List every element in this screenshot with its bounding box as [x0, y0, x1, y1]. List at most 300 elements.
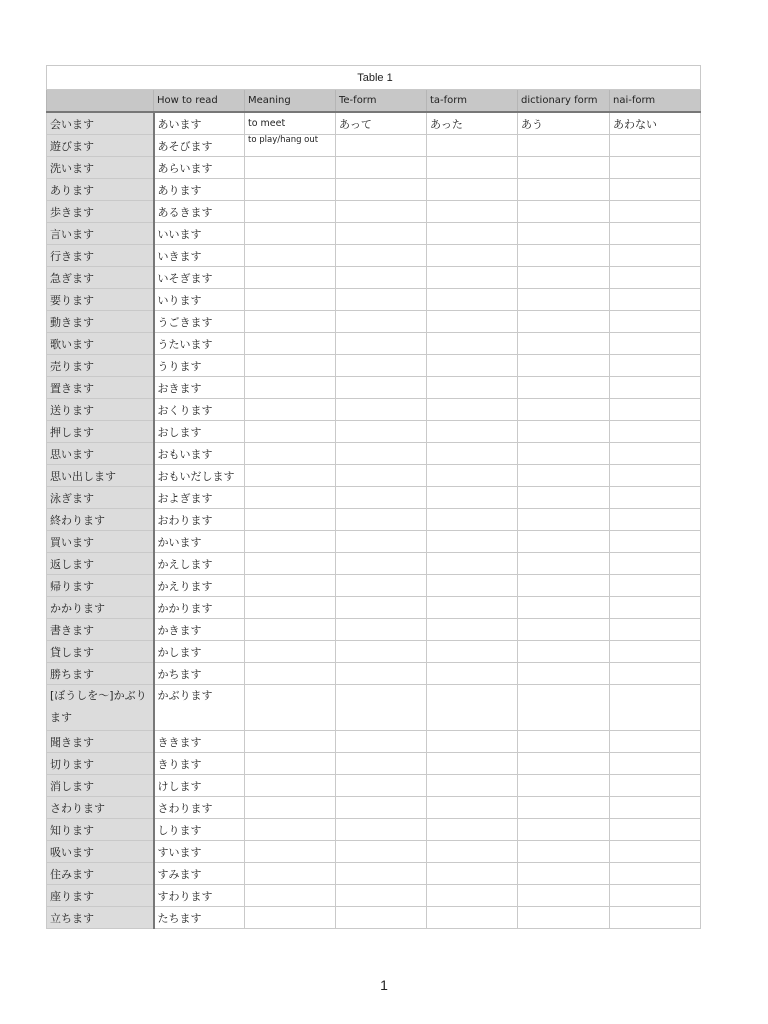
cell-verb: 押します [47, 421, 154, 443]
cell-nai-form [610, 377, 701, 399]
cell-ta-form [427, 575, 518, 597]
table-row [47, 819, 701, 841]
cell-meaning [245, 399, 336, 421]
cell-meaning [245, 797, 336, 819]
cell-te-form [336, 487, 427, 509]
cell-dictionary-form [518, 245, 610, 267]
table-row [47, 685, 701, 731]
cell-nai-form [610, 289, 701, 311]
cell-meaning [245, 509, 336, 531]
cell-nai-form [610, 267, 701, 289]
cell-verb: 急ぎます [47, 267, 154, 289]
cell-ta-form [427, 753, 518, 775]
cell-reading: いそぎます [154, 267, 245, 289]
cell-nai-form [610, 797, 701, 819]
cell-nai-form: あわない [610, 112, 701, 135]
cell-verb: 聞きます [47, 731, 154, 753]
table-row [47, 377, 701, 399]
cell-ta-form [427, 355, 518, 377]
cell-nai-form [610, 135, 701, 157]
cell-dictionary-form [518, 135, 610, 157]
table-row [47, 553, 701, 575]
cell-verb: さわります [47, 797, 154, 819]
header-cell-meaning: Meaning [245, 90, 336, 113]
cell-meaning: to meet [245, 112, 336, 135]
cell-te-form [336, 443, 427, 465]
cell-ta-form [427, 597, 518, 619]
cell-meaning [245, 157, 336, 179]
table-title-row [47, 66, 701, 90]
cell-verb: 要ります [47, 289, 154, 311]
cell-reading: およぎます [154, 487, 245, 509]
cell-nai-form [610, 597, 701, 619]
cell-meaning [245, 289, 336, 311]
cell-ta-form [427, 487, 518, 509]
cell-meaning [245, 885, 336, 907]
cell-dictionary-form [518, 575, 610, 597]
cell-verb: 立ちます [47, 907, 154, 929]
verb-table [46, 65, 701, 929]
cell-te-form [336, 907, 427, 929]
table-row [47, 531, 701, 553]
cell-verb: 貸します [47, 641, 154, 663]
table-row [47, 179, 701, 201]
table-row [47, 663, 701, 685]
cell-verb: 言います [47, 223, 154, 245]
cell-dictionary-form [518, 509, 610, 531]
cell-meaning [245, 465, 336, 487]
cell-te-form: あって [336, 112, 427, 135]
table-row [47, 135, 701, 157]
cell-reading: おくります [154, 399, 245, 421]
cell-verb: 動きます [47, 311, 154, 333]
cell-dictionary-form [518, 179, 610, 201]
table-row [47, 223, 701, 245]
cell-ta-form [427, 443, 518, 465]
cell-te-form [336, 863, 427, 885]
cell-te-form [336, 575, 427, 597]
table-row [47, 597, 701, 619]
cell-dictionary-form [518, 797, 610, 819]
cell-te-form [336, 597, 427, 619]
cell-dictionary-form [518, 311, 610, 333]
cell-ta-form [427, 377, 518, 399]
table-row [47, 841, 701, 863]
cell-nai-form [610, 399, 701, 421]
cell-te-form [336, 753, 427, 775]
cell-te-form [336, 355, 427, 377]
cell-te-form [336, 201, 427, 223]
cell-ta-form: あった [427, 112, 518, 135]
cell-meaning [245, 685, 336, 731]
table-row [47, 267, 701, 289]
cell-nai-form [610, 465, 701, 487]
cell-verb: 返します [47, 553, 154, 575]
cell-ta-form [427, 641, 518, 663]
cell-verb: 帰ります [47, 575, 154, 597]
cell-verb: 買います [47, 531, 154, 553]
cell-nai-form [610, 885, 701, 907]
cell-te-form [336, 465, 427, 487]
table-row [47, 619, 701, 641]
cell-ta-form [427, 531, 518, 553]
cell-dictionary-form [518, 553, 610, 575]
cell-dictionary-form [518, 157, 610, 179]
table-row [47, 112, 701, 135]
cell-reading: かいます [154, 531, 245, 553]
cell-reading: かえります [154, 575, 245, 597]
cell-dictionary-form [518, 597, 610, 619]
cell-te-form [336, 289, 427, 311]
cell-verb: 吸います [47, 841, 154, 863]
cell-meaning [245, 487, 336, 509]
table-header-row [47, 90, 701, 113]
cell-nai-form [610, 731, 701, 753]
cell-dictionary-form: あう [518, 112, 610, 135]
table-row [47, 311, 701, 333]
cell-meaning [245, 575, 336, 597]
cell-meaning [245, 863, 336, 885]
cell-reading: おきます [154, 377, 245, 399]
cell-dictionary-form [518, 863, 610, 885]
cell-dictionary-form [518, 487, 610, 509]
cell-te-form [336, 311, 427, 333]
cell-reading: すわります [154, 885, 245, 907]
header-cell-corner [47, 90, 154, 113]
cell-te-form [336, 663, 427, 685]
cell-meaning [245, 267, 336, 289]
table-row [47, 907, 701, 929]
cell-ta-form [427, 619, 518, 641]
table-row [47, 245, 701, 267]
cell-nai-form [610, 311, 701, 333]
header-cell-how-to-read: How to read [154, 90, 245, 113]
table-row [47, 487, 701, 509]
cell-ta-form [427, 841, 518, 863]
table-row [47, 509, 701, 531]
cell-verb: 勝ちます [47, 663, 154, 685]
cell-dictionary-form [518, 399, 610, 421]
cell-reading: かえします [154, 553, 245, 575]
cell-meaning [245, 641, 336, 663]
cell-verb: 洗います [47, 157, 154, 179]
cell-dictionary-form [518, 223, 610, 245]
cell-nai-form [610, 421, 701, 443]
cell-te-form [336, 885, 427, 907]
cell-reading: いります [154, 289, 245, 311]
cell-te-form [336, 531, 427, 553]
table-body [47, 112, 701, 929]
cell-dictionary-form [518, 641, 610, 663]
cell-dictionary-form [518, 775, 610, 797]
cell-nai-form [610, 819, 701, 841]
cell-dictionary-form [518, 201, 610, 223]
cell-ta-form [427, 509, 518, 531]
cell-te-form [336, 179, 427, 201]
table-row [47, 863, 701, 885]
cell-meaning [245, 731, 336, 753]
table-row [47, 443, 701, 465]
table-row [47, 775, 701, 797]
cell-nai-form [610, 487, 701, 509]
cell-ta-form [427, 201, 518, 223]
verb-table-container [46, 65, 700, 929]
cell-dictionary-form [518, 819, 610, 841]
cell-meaning [245, 619, 336, 641]
cell-te-form [336, 135, 427, 157]
cell-te-form [336, 841, 427, 863]
cell-reading: あいます [154, 112, 245, 135]
cell-ta-form [427, 685, 518, 731]
cell-dictionary-form [518, 685, 610, 731]
cell-reading: かかります [154, 597, 245, 619]
table-row [47, 797, 701, 819]
cell-reading: うたいます [154, 333, 245, 355]
cell-nai-form [610, 841, 701, 863]
cell-meaning [245, 245, 336, 267]
cell-te-form [336, 775, 427, 797]
cell-reading: うごきます [154, 311, 245, 333]
cell-verb: 座ります [47, 885, 154, 907]
cell-ta-form [427, 465, 518, 487]
cell-meaning [245, 223, 336, 245]
cell-ta-form [427, 157, 518, 179]
cell-ta-form [427, 819, 518, 841]
cell-dictionary-form [518, 841, 610, 863]
cell-reading: ききます [154, 731, 245, 753]
cell-reading: すみます [154, 863, 245, 885]
cell-ta-form [427, 245, 518, 267]
cell-dictionary-form [518, 731, 610, 753]
table-title: Table 1 [47, 66, 701, 90]
cell-ta-form [427, 289, 518, 311]
cell-nai-form [610, 575, 701, 597]
cell-nai-form [610, 619, 701, 641]
cell-te-form [336, 553, 427, 575]
cell-te-form [336, 797, 427, 819]
cell-reading: あるきます [154, 201, 245, 223]
table-row [47, 289, 701, 311]
cell-dictionary-form [518, 753, 610, 775]
cell-meaning [245, 775, 336, 797]
cell-verb: [ぼうしを〜]かぶります [47, 685, 154, 731]
header-cell-te-form: Te-form [336, 90, 427, 113]
cell-ta-form [427, 885, 518, 907]
cell-reading: あらいます [154, 157, 245, 179]
cell-reading: おもいだします [154, 465, 245, 487]
cell-meaning [245, 753, 336, 775]
cell-dictionary-form [518, 355, 610, 377]
cell-ta-form [427, 179, 518, 201]
table-row [47, 355, 701, 377]
cell-reading: うります [154, 355, 245, 377]
cell-meaning [245, 421, 336, 443]
cell-verb: 置きます [47, 377, 154, 399]
cell-nai-form [610, 663, 701, 685]
cell-reading: おします [154, 421, 245, 443]
cell-te-form [336, 223, 427, 245]
cell-te-form [336, 641, 427, 663]
cell-meaning [245, 841, 336, 863]
cell-verb: 書きます [47, 619, 154, 641]
cell-ta-form [427, 223, 518, 245]
cell-verb: 歩きます [47, 201, 154, 223]
cell-meaning [245, 333, 336, 355]
table-row [47, 641, 701, 663]
cell-ta-form [427, 135, 518, 157]
cell-reading: しります [154, 819, 245, 841]
cell-verb: 消します [47, 775, 154, 797]
cell-ta-form [427, 775, 518, 797]
cell-verb: 送ります [47, 399, 154, 421]
cell-nai-form [610, 775, 701, 797]
cell-dictionary-form [518, 885, 610, 907]
cell-reading: あそびます [154, 135, 245, 157]
cell-nai-form [610, 553, 701, 575]
cell-meaning [245, 201, 336, 223]
cell-meaning: to play/hang out [245, 135, 336, 157]
header-cell-dictionary-form: dictionary form [518, 90, 610, 113]
table-row [47, 399, 701, 421]
cell-ta-form [427, 797, 518, 819]
cell-meaning [245, 355, 336, 377]
cell-dictionary-form [518, 443, 610, 465]
table-row [47, 421, 701, 443]
header-cell-ta-form: ta-form [427, 90, 518, 113]
cell-te-form [336, 333, 427, 355]
cell-reading: さわります [154, 797, 245, 819]
table-row [47, 157, 701, 179]
cell-verb: 思い出します [47, 465, 154, 487]
cell-meaning [245, 531, 336, 553]
cell-verb: 売ります [47, 355, 154, 377]
cell-meaning [245, 377, 336, 399]
cell-nai-form [610, 157, 701, 179]
cell-te-form [336, 685, 427, 731]
cell-verb: 住みます [47, 863, 154, 885]
cell-meaning [245, 443, 336, 465]
cell-nai-form [610, 753, 701, 775]
cell-te-form [336, 421, 427, 443]
cell-nai-form [610, 907, 701, 929]
cell-meaning [245, 819, 336, 841]
cell-te-form [336, 157, 427, 179]
cell-te-form [336, 399, 427, 421]
cell-dictionary-form [518, 663, 610, 685]
cell-ta-form [427, 907, 518, 929]
cell-nai-form [610, 355, 701, 377]
cell-nai-form [610, 641, 701, 663]
cell-verb: 遊びます [47, 135, 154, 157]
cell-nai-form [610, 223, 701, 245]
cell-ta-form [427, 421, 518, 443]
cell-nai-form [610, 443, 701, 465]
cell-dictionary-form [518, 531, 610, 553]
cell-ta-form [427, 731, 518, 753]
cell-nai-form [610, 333, 701, 355]
cell-verb: 切ります [47, 753, 154, 775]
cell-meaning [245, 179, 336, 201]
cell-ta-form [427, 333, 518, 355]
cell-te-form [336, 509, 427, 531]
cell-verb: 歌います [47, 333, 154, 355]
cell-nai-form [610, 531, 701, 553]
cell-reading: たちます [154, 907, 245, 929]
cell-meaning [245, 597, 336, 619]
cell-reading: かちます [154, 663, 245, 685]
cell-ta-form [427, 863, 518, 885]
cell-te-form [336, 619, 427, 641]
cell-verb: かかります [47, 597, 154, 619]
cell-reading: いいます [154, 223, 245, 245]
cell-nai-form [610, 685, 701, 731]
page-number: 1 [380, 977, 388, 993]
cell-reading: おもいます [154, 443, 245, 465]
cell-verb: 知ります [47, 819, 154, 841]
cell-nai-form [610, 245, 701, 267]
cell-dictionary-form [518, 333, 610, 355]
cell-verb: 会います [47, 112, 154, 135]
cell-dictionary-form [518, 465, 610, 487]
cell-te-form [336, 819, 427, 841]
cell-ta-form [427, 553, 518, 575]
cell-te-form [336, 245, 427, 267]
cell-verb: 終わります [47, 509, 154, 531]
cell-verb: 泳ぎます [47, 487, 154, 509]
cell-meaning [245, 311, 336, 333]
table-row [47, 465, 701, 487]
cell-ta-form [427, 663, 518, 685]
cell-reading: きります [154, 753, 245, 775]
cell-reading: おわります [154, 509, 245, 531]
cell-reading: すいます [154, 841, 245, 863]
cell-nai-form [610, 201, 701, 223]
cell-verb: あります [47, 179, 154, 201]
table-row [47, 731, 701, 753]
cell-te-form [336, 377, 427, 399]
table-row [47, 201, 701, 223]
cell-dictionary-form [518, 907, 610, 929]
cell-reading: かきます [154, 619, 245, 641]
table-row [47, 753, 701, 775]
cell-reading: いきます [154, 245, 245, 267]
cell-reading: あります [154, 179, 245, 201]
header-cell-nai-form: nai-form [610, 90, 701, 113]
table-row [47, 333, 701, 355]
cell-dictionary-form [518, 289, 610, 311]
cell-ta-form [427, 267, 518, 289]
table-row [47, 885, 701, 907]
cell-te-form [336, 267, 427, 289]
cell-dictionary-form [518, 421, 610, 443]
cell-dictionary-form [518, 619, 610, 641]
cell-meaning [245, 663, 336, 685]
cell-reading: けします [154, 775, 245, 797]
cell-reading: かぶります [154, 685, 245, 731]
cell-ta-form [427, 399, 518, 421]
cell-ta-form [427, 311, 518, 333]
cell-verb: 思います [47, 443, 154, 465]
cell-reading: かします [154, 641, 245, 663]
cell-nai-form [610, 179, 701, 201]
cell-dictionary-form [518, 377, 610, 399]
table-row [47, 575, 701, 597]
cell-dictionary-form [518, 267, 610, 289]
cell-te-form [336, 731, 427, 753]
cell-nai-form [610, 509, 701, 531]
cell-nai-form [610, 863, 701, 885]
cell-verb: 行きます [47, 245, 154, 267]
